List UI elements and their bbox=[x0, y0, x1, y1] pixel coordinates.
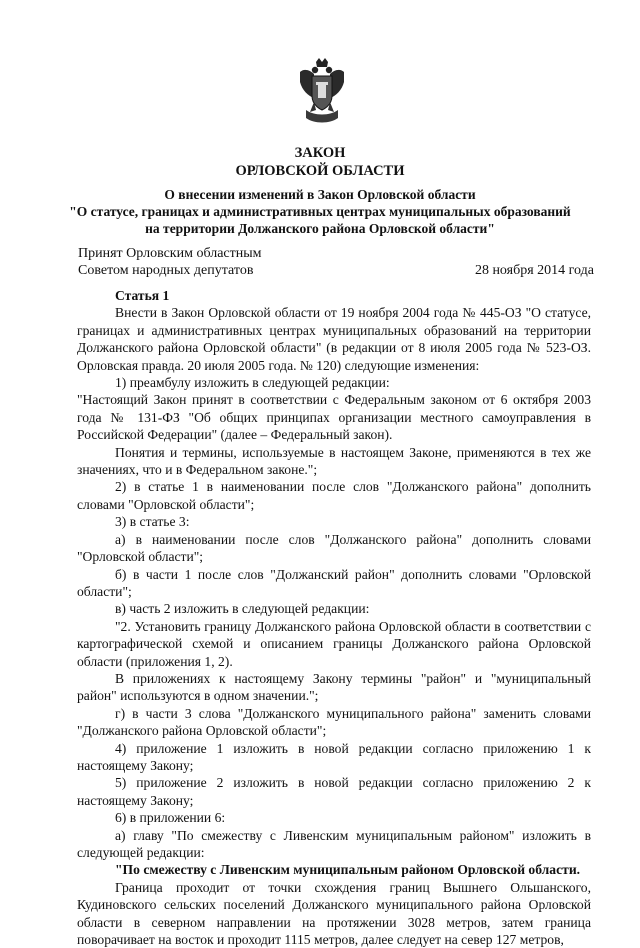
coat-of-arms-icon bbox=[296, 58, 348, 124]
law-title: ЗАКОН bbox=[294, 145, 346, 161]
article-heading: Статья 1 bbox=[115, 288, 170, 303]
paragraph: Понятия и термины, используемые в настоящем Законе, применяются в тех же значениях, что и в Федеральном законе."; bbox=[77, 444, 591, 478]
paragraph: В приложениях к настоящему Закону термины "район" и "муниципальный район" используются в одном значении."; bbox=[77, 670, 591, 704]
paragraph: г) в части 3 слова "Должанского муниципального района" заменить словами "Должанского района Орловской области"; bbox=[77, 705, 591, 739]
paragraph: б) в части 1 после слов "Должанский район" дополнить словами "Орловской области"; bbox=[77, 566, 591, 599]
paragraph: "Настоящий Закон принят в соответствии с Федеральным законом от 6 октября 2003 года № 131-ФЗ "Об общих принципах организации местного самоуправления в Российской Федерации" (далее – Федеральный закон). bbox=[77, 392, 591, 443]
article-body bbox=[77, 287, 591, 948]
law-subtitle-line3: на территории Должанского района Орловской области" bbox=[145, 221, 495, 236]
paragraph: 3) в статье 3: bbox=[115, 514, 190, 530]
paragraph: а) в наименовании после слов "Должанского района" дополнить словами "Орловской области"; bbox=[77, 531, 591, 565]
law-region-title: ОРЛОВСКОЙ ОБЛАСТИ bbox=[235, 163, 405, 179]
paragraph: 2) в статье 1 в наименовании после слов "Должанского района" дополнить словами "Орловской области"; bbox=[77, 479, 591, 512]
paragraph: Граница проходит от точки схождения границ Вышнего Ольшанского, Кудиновского сельских поселений Должанского муниципального района Орловской области в северном направлении на протяжении 3028 метров, затем граница поворачивает на восток и проходит 1115 метров, далее следует на север 127 метров, bbox=[77, 879, 591, 948]
paragraph: а) главу "По смежеству с Ливенским муниципальным районом" изложить в следующей редакции: bbox=[77, 827, 591, 860]
law-subtitle-line1: О внесении изменений в Закон Орловской области bbox=[164, 187, 476, 202]
adoption-date: 28 ноября 2014 года bbox=[474, 263, 594, 278]
paragraph: 6) в приложении 6: bbox=[115, 810, 226, 826]
adoption-line1: Принят Орловским областным bbox=[78, 246, 262, 261]
paragraph: 1) преамбулу изложить в следующей редакции: bbox=[115, 375, 390, 391]
paragraph: Внести в Закон Орловской области от 19 ноября 2004 года № 445-ОЗ "О статусе, границах и административных центрах муниципальных образований на территории Должанского района Орловской области" (в редакции от 8 июля 2005 года № 523-ОЗ. Орловская правда. 20 июля 2005 года. № 120) следующие изменения: bbox=[77, 305, 591, 373]
chapter-heading: "По смежеству с Ливенским муниципальным районом Орловской области. bbox=[115, 862, 581, 878]
paragraph: 4) приложение 1 изложить в новой редакции согласно приложению 1 к настоящему Закону; bbox=[77, 740, 591, 773]
adoption-line2: Советом народных депутатов bbox=[78, 263, 254, 278]
law-subtitle-line2: "О статусе, границах и административных центрах муниципальных образований bbox=[69, 204, 571, 219]
paragraph: 5) приложение 2 изложить в новой редакции согласно приложению 2 к настоящему Закону; bbox=[77, 775, 591, 808]
paragraph: в) часть 2 изложить в следующей редакции: bbox=[115, 601, 370, 617]
paragraph: "2. Установить границу Должанского района Орловской области в соответствии с картографической схемой и описанием границы Должанского района Орловской области (приложения 1, 2). bbox=[77, 618, 591, 669]
